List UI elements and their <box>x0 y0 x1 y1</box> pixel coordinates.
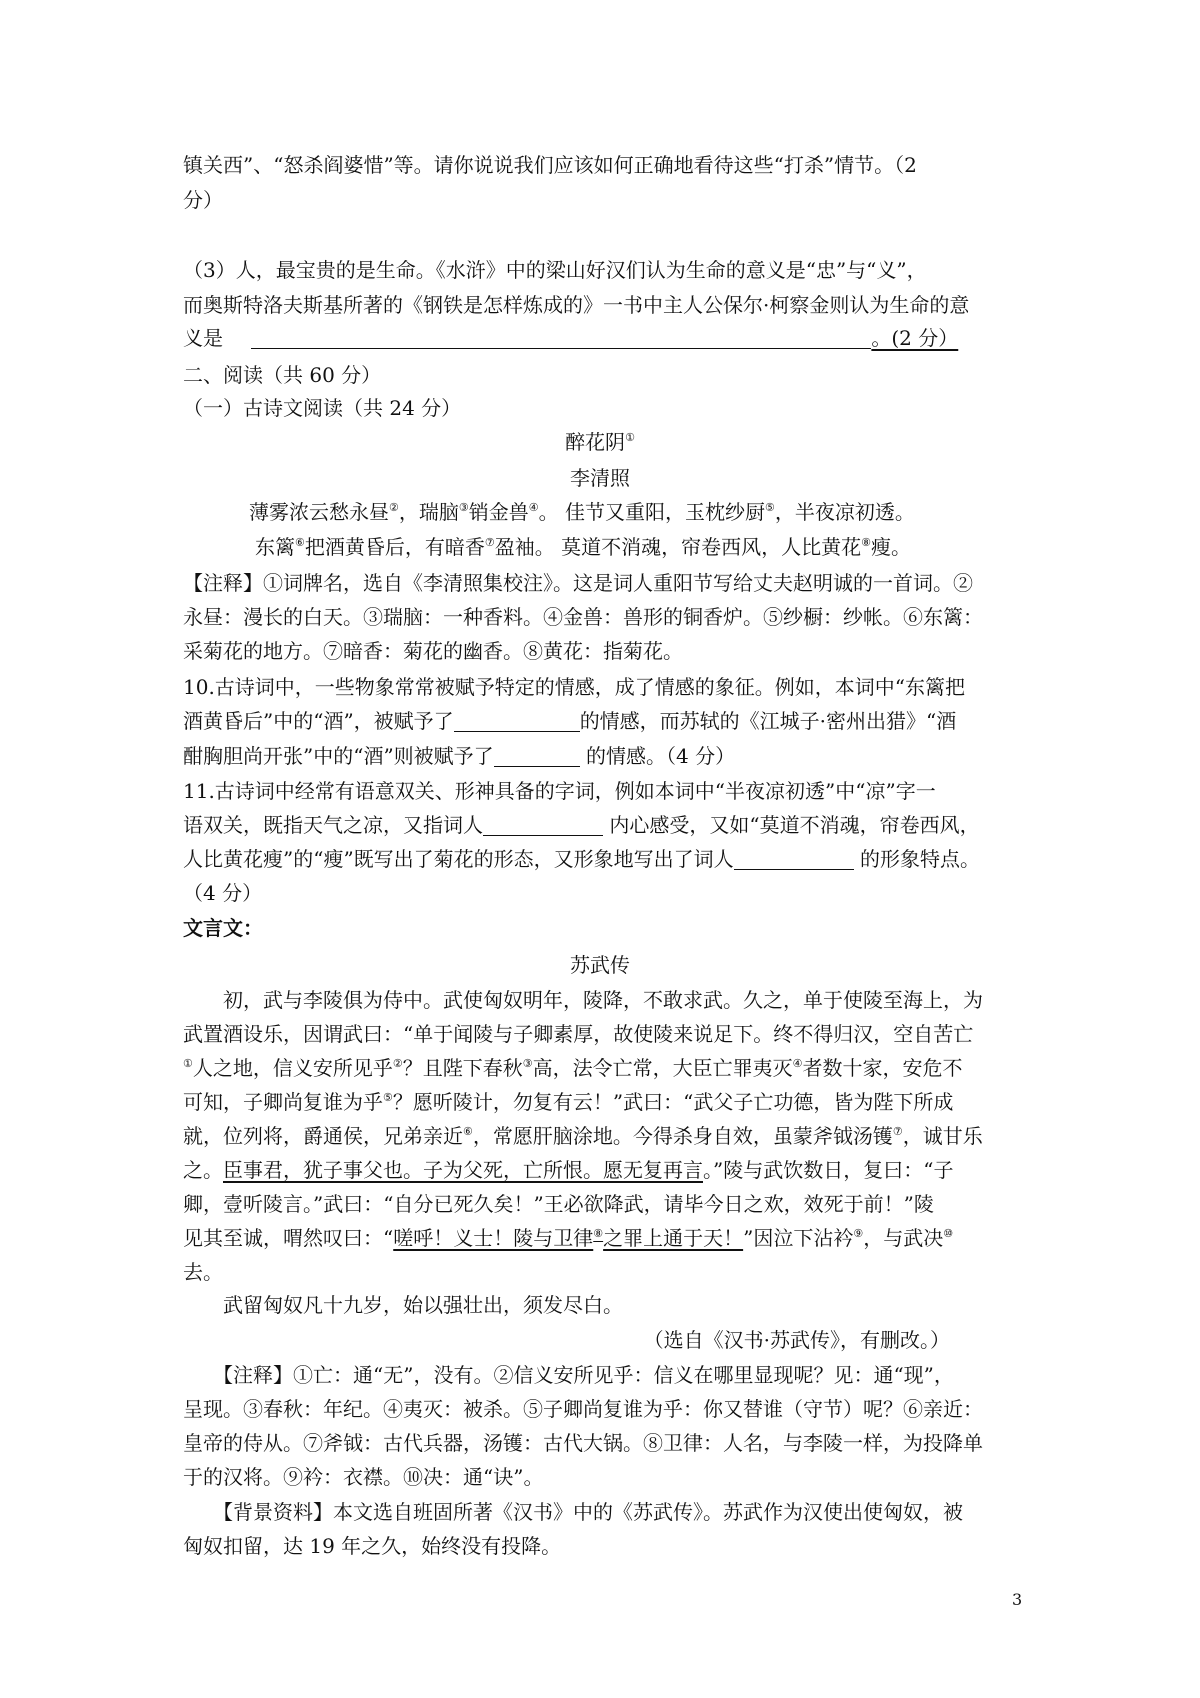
text-run: ，常愿肝脑涂地。今得杀身自效，虽蒙斧钺汤镬 <box>472 1124 893 1148</box>
section-reading-title: 二、阅读（共 60 分） <box>183 363 382 387</box>
q10-line1: 10.古诗词中，一些物象常常被赋予特定的情感，成了情感的象征。例如，本词中“东篱把 <box>183 675 966 699</box>
q11-line1: 11.古诗词中经常有语意双关、形神具备的字词，例如本词中“半夜凉初透”中“凉”字一 <box>183 779 936 803</box>
prose-line <box>183 985 983 1015</box>
poem-title: 醉花阴① <box>565 430 635 454</box>
q11-line4: （4 分） <box>183 881 263 905</box>
note-marker: ⑤ <box>764 501 775 514</box>
q11-line2: 语双关，既指天气之凉，又指词人 内心感受，又如“莫道不消魂，帘卷西风， <box>183 813 980 837</box>
note-marker: ⑦ <box>892 1125 903 1138</box>
text-run: 。”陵与武饮数日，复曰：“子 <box>703 1158 954 1182</box>
text-run: 可知，子卿尚复谁为乎 <box>183 1090 383 1114</box>
poem-line1 <box>249 497 915 527</box>
note-marker: ⑧ <box>593 1227 604 1240</box>
q3-line2: 而奥斯特洛夫斯基所著的《钢铁是怎样炼成的》一书中主人公保尔·柯察金则认为生命的意 <box>183 293 970 317</box>
note-marker: ⑧ <box>861 536 871 549</box>
note-marker: ③ <box>458 501 469 514</box>
text-run: ，瑞脑 <box>398 500 459 524</box>
prose-notes-line2: 呈现。③春秋：年纪。④夷灭：被杀。⑤子卿尚复谁为乎：你又替谁（守节）呢？⑥亲近： <box>183 1397 983 1421</box>
q3-line3-suffix: 。(2 分） <box>871 326 959 350</box>
text-run: 卿，壹听陵言。”武曰：“自分已死久矣！”王必欲降武，请毕今日之欢，效死于前！”陵 <box>183 1192 934 1216</box>
note-marker: ④ <box>792 1057 803 1070</box>
q3-line3 <box>183 323 958 353</box>
wenyan-label: 文言文： <box>183 916 263 940</box>
text-run: ？愿听陵计，勿复有云！”武曰：“武父子亡功德，皆为陛下所成 <box>392 1090 954 1114</box>
q2-tail-line1: 镇关西”、“怒杀阎婆惜”等。请你说说我们应该如何正确地看待这些“打杀”情节。（2 <box>183 153 917 177</box>
text-run: 之。 <box>183 1158 223 1182</box>
prose-line <box>183 1223 953 1253</box>
poem-line2 <box>255 532 911 562</box>
background-line2: 匈奴扣留，达 19 年之久，始终没有投降。 <box>183 1534 562 1558</box>
underlined-sentence: 臣事君，犹子事父也。子为父死，亡所恨。愿无复再言 <box>223 1158 703 1182</box>
poem-notes-line3: 采菊花的地方。⑦暗香：菊花的幽香。⑧黄花：指菊花。 <box>183 639 683 663</box>
section-classical-title: （一）古诗文阅读（共 24 分） <box>183 396 462 420</box>
note-marker: ⑥ <box>463 1125 473 1138</box>
prose-notes-line3: 皇帝的侍从。⑦斧钺：古代兵器，汤镬：古代大锅。⑧卫律：人名，与李陵一样，为投降单 <box>183 1431 983 1455</box>
prose-notes-line4: 于的汉将。⑨衿：衣襟。⑩决：通“诀”。 <box>183 1465 544 1489</box>
text-run: 就，位列将，爵通侯，兄弟亲近 <box>183 1124 463 1148</box>
underlined-sentence: 嗟呼！义士！陵与卫律 <box>393 1226 594 1250</box>
prose-paragraph-2: 武留匈奴凡十九岁，始以强壮出，须发尽白。 <box>183 1293 623 1317</box>
prose-notes-line1: 【注释】①亡：通“无”，没有。②信义安所见乎：信义在哪里显现呢？见：通“现”， <box>183 1363 954 1387</box>
prose-line <box>183 1121 983 1151</box>
text-run: ，诚甘乐 <box>902 1124 983 1148</box>
prose-line <box>183 1019 973 1049</box>
note-marker: ⑤ <box>383 1091 393 1104</box>
text-run: ，半夜凉初透。 <box>774 500 915 524</box>
note-marker: ④ <box>528 501 539 514</box>
q3-line3-prefix: 义是 <box>183 326 223 350</box>
note-marker: ② <box>389 501 399 514</box>
text-run: 把酒黄昏后，有暗香 <box>304 535 485 559</box>
text-run: 高，法令亡常，大臣亡罪夷灭 <box>532 1056 793 1080</box>
note-marker: ② <box>392 1057 403 1070</box>
text-run: 东篱 <box>255 535 295 559</box>
text-run: 去。 <box>183 1260 223 1284</box>
answer-blank[interactable] <box>251 328 871 349</box>
note-marker: ⑥ <box>295 536 305 549</box>
prose-line <box>183 1087 953 1117</box>
prose-line <box>183 1155 953 1185</box>
prose-line <box>183 1257 223 1287</box>
q10-line3: 酣胸胆尚开张”中的“酒”则被赋予了 的情感。（4 分） <box>183 744 736 768</box>
poem-author: 李清照 <box>570 466 630 490</box>
note-marker: ⑦ <box>484 536 495 549</box>
text-run: 瘦。 <box>870 535 911 559</box>
answer-blank[interactable] <box>483 815 603 836</box>
text-run: ，与武决 <box>863 1226 944 1250</box>
text-run: 薄雾浓云愁永昼 <box>249 500 389 524</box>
prose-source: （选自《汉书·苏武传》，有删改。） <box>643 1328 950 1352</box>
background-line1: 【背景资料】本文选自班固所著《汉书》中的《苏武传》。苏武作为汉使出使匈奴，被 <box>183 1500 963 1524</box>
note-marker: ① <box>183 1057 193 1070</box>
page-number: 3 <box>1012 1590 1023 1609</box>
note-marker: ⑩ <box>943 1227 954 1240</box>
text-run: 武置酒设乐，因谓武曰：“单于闻陵与子卿素厚，故使陵来说足下。终不得归汉，空自苦亡 <box>183 1022 974 1046</box>
text-run: 盈袖。 莫道不消魂，帘卷西风，人比黄花 <box>494 535 862 559</box>
underlined-sentence: 之罪上通于天！ <box>603 1226 744 1250</box>
poem-notes-line1: 【注释】①词牌名，选自《李清照集校注》。这是词人重阳节写给丈夫赵明诚的一首词。② <box>183 571 973 595</box>
text-run: 见其至诚，喟然叹曰：“ <box>183 1226 394 1250</box>
q3-line1: （3）人，最宝贵的是生命。《水浒》中的梁山好汉们认为生命的意义是“忠”与“义”， <box>183 258 927 282</box>
text-run: ？且陛下春秋 <box>402 1056 523 1080</box>
prose-title: 苏武传 <box>570 953 630 977</box>
q2-tail-line2: 分） <box>183 188 223 212</box>
note-marker: ③ <box>522 1057 533 1070</box>
answer-blank[interactable] <box>734 849 854 870</box>
answer-blank[interactable] <box>494 746 580 767</box>
text-run: 。 佳节又重阳，玉枕纱厨 <box>538 500 765 524</box>
text-run: 销金兽 <box>468 500 529 524</box>
prose-line <box>183 1189 934 1219</box>
text-run: ”因泣下沾衿 <box>743 1226 854 1250</box>
text-run: 者数十家，安危不 <box>802 1056 963 1080</box>
text-run: 人之地，信义安所见乎 <box>192 1056 393 1080</box>
text-run: 初，武与李陵俱为侍中。武使匈奴明年，陵降，不敢求武。久之，单于使陵至海上，为 <box>183 988 983 1012</box>
q11-line3: 人比黄花瘦”的“瘦”既写出了菊花的形态，又形象地写出了词人 的形象特点。 <box>183 847 981 871</box>
note-marker: ⑨ <box>853 1227 864 1240</box>
answer-blank[interactable] <box>454 711 580 732</box>
q10-line2: 酒黄昏后”中的“酒”，被赋予了 的情感，而苏轼的《江城子·密州出猎》“酒 <box>183 709 957 733</box>
poem-notes-line2: 永昼：漫长的白天。③瑞脑：一种香料。④金兽：兽形的铜香炉。⑤纱橱：纱帐。⑥东篱： <box>183 605 983 629</box>
prose-line <box>183 1053 963 1083</box>
